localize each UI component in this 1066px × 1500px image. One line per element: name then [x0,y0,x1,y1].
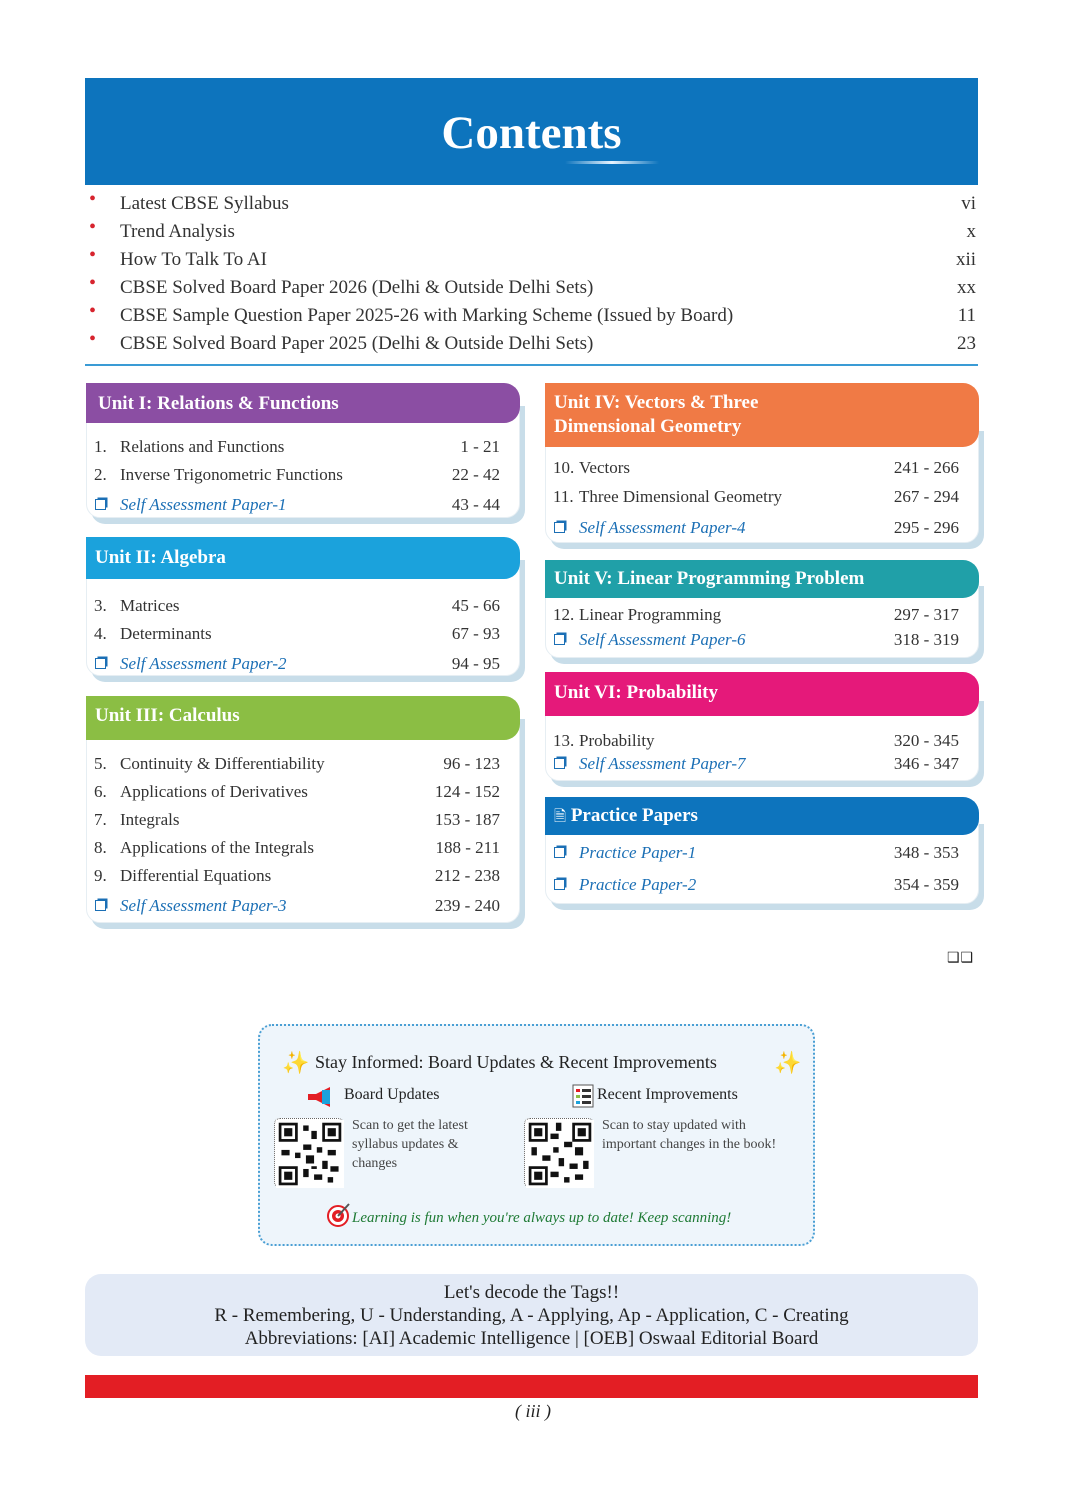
chapter-row[interactable]: 13. Probability 320 - 345 [553,731,959,750]
practice-paper-row[interactable]: Practice Paper-1 348 - 353 [553,843,959,865]
list-item[interactable]: • Latest CBSE Syllabus vi [89,188,976,214]
target-icon [326,1202,352,1228]
checkbox-icon [95,658,106,669]
unit-2-title: Unit II: Algebra [86,537,520,579]
chapter-row[interactable]: 8. Applications of the Integrals 188 - 211 [94,838,500,857]
qr-code-board-updates[interactable] [274,1118,344,1188]
chapter-row[interactable]: 7. Integrals 153 - 187 [94,810,500,829]
tags-heading: Let's decode the Tags!! [443,1282,620,1303]
checkbox-icon [95,499,106,510]
unit-4-title: Unit IV: Vectors & Three Dimensional Geometry [545,383,979,447]
bullet-icon: • [89,328,97,350]
chapter-row[interactable]: 3. Matrices 45 - 66 [94,596,500,615]
unit-3-title: Unit III: Calculus [86,696,520,740]
chapter-row[interactable]: 2. Inverse Trigonometric Functions 22 - 42 [94,465,500,484]
self-assessment-row[interactable]: Self Assessment Paper-2 94 - 95 [94,654,500,676]
tags-legend [85,1274,978,1356]
qr-heading: Stay Informed: Board Updates & Recent Improvements [315,1052,717,1072]
chapter-row[interactable]: 1. Relations and Functions 1 - 21 [94,437,500,456]
page-number: ( iii ) [515,1401,551,1421]
megaphone-icon [306,1086,336,1108]
list-item[interactable]: • CBSE Solved Board Paper 2026 (Delhi & Outside Delhi Sets) xx [89,272,976,298]
self-assessment-row[interactable]: Self Assessment Paper-3 239 - 240 [94,896,500,918]
chapter-row[interactable]: 4. Determinants 67 - 93 [94,624,500,643]
top-list [85,190,978,358]
recent-improvements-title: Recent Improvements [597,1086,738,1103]
self-assessment-row[interactable]: Self Assessment Paper-6 318 - 319 [553,630,959,652]
document-icon: 🗎 [554,809,567,825]
list-item[interactable]: • CBSE Solved Board Paper 2025 (Delhi & Outside Delhi Sets) 23 [89,328,976,354]
list-item[interactable]: • Trend Analysis x [89,216,976,242]
unit-6-title: Unit VI: Probability [545,672,979,716]
list-icon [572,1084,594,1108]
checkbox-icon [554,758,565,769]
qr-updates-box [258,1024,815,1246]
qr-footer: Learning is fun when you're always up to date! Keep scanning! [352,1210,732,1226]
checkbox-icon [554,879,565,890]
title-underline [565,161,659,164]
recent-improvements-text: Scan to stay updated with important changes in the book! [602,1118,777,1152]
chapter-row[interactable]: 5. Continuity & Differentiability 96 - 123 [94,754,500,773]
practice-paper-row[interactable]: Practice Paper-2 354 - 359 [553,875,959,897]
board-updates-text: Scan to get the latest syllabus updates & changes [352,1118,468,1171]
checkbox-icon [554,634,565,645]
checkbox-icon [554,847,565,858]
unit-5-title: Unit V: Linear Programming Problem [545,560,979,598]
sparkle-icon: ✨ [282,1050,310,1075]
list-item[interactable]: • CBSE Sample Question Paper 2025-26 with Marking Scheme (Issued by Board) 11 [89,300,976,326]
chapter-row[interactable]: 10. Vectors 241 - 266 [553,458,959,477]
chapter-row[interactable]: 11. Three Dimensional Geometry 267 - 294 [553,487,959,506]
tags-line: R - Remembering, U - Understanding, A - Applying, Ap - Application, C - Creating [214,1305,849,1326]
self-assessment-row[interactable]: Self Assessment Paper-4 295 - 296 [553,518,959,540]
qr-code-recent-improvements[interactable] [524,1118,594,1188]
bullet-icon: • [89,188,97,210]
bullet-icon: • [89,244,97,266]
divider [85,364,978,366]
bullet-icon: • [89,300,97,322]
list-item[interactable]: • How To Talk To AI xii [89,244,976,270]
end-marker-icon: ❑❑ [947,950,975,966]
self-assessment-row[interactable]: Self Assessment Paper-1 43 - 44 [94,495,500,517]
footer-bar [85,1375,978,1398]
chapter-row[interactable]: 9. Differential Equations 212 - 238 [94,866,500,885]
sparkle-icon: ✨ [774,1050,802,1075]
abbreviations-line: Abbreviations: [AI] Academic Intelligence | [OEB] Oswaal Editorial Board [244,1328,819,1349]
self-assessment-row[interactable]: Self Assessment Paper-7 346 - 347 [553,754,959,776]
unit-1-title: Unit I: Relations & Functions [86,383,520,423]
contents-header [85,78,978,185]
bullet-icon: • [89,216,97,238]
checkbox-icon [554,522,565,533]
checkbox-icon [95,900,106,911]
page-title: Contents [441,107,622,159]
chapter-row[interactable]: 6. Applications of Derivatives 124 - 152 [94,782,500,801]
chapter-row[interactable]: 12. Linear Programming 297 - 317 [553,605,959,624]
board-updates-title: Board Updates [344,1086,440,1103]
practice-papers-title: 🗎 Practice Papers [545,797,979,835]
bullet-icon: • [89,272,97,294]
